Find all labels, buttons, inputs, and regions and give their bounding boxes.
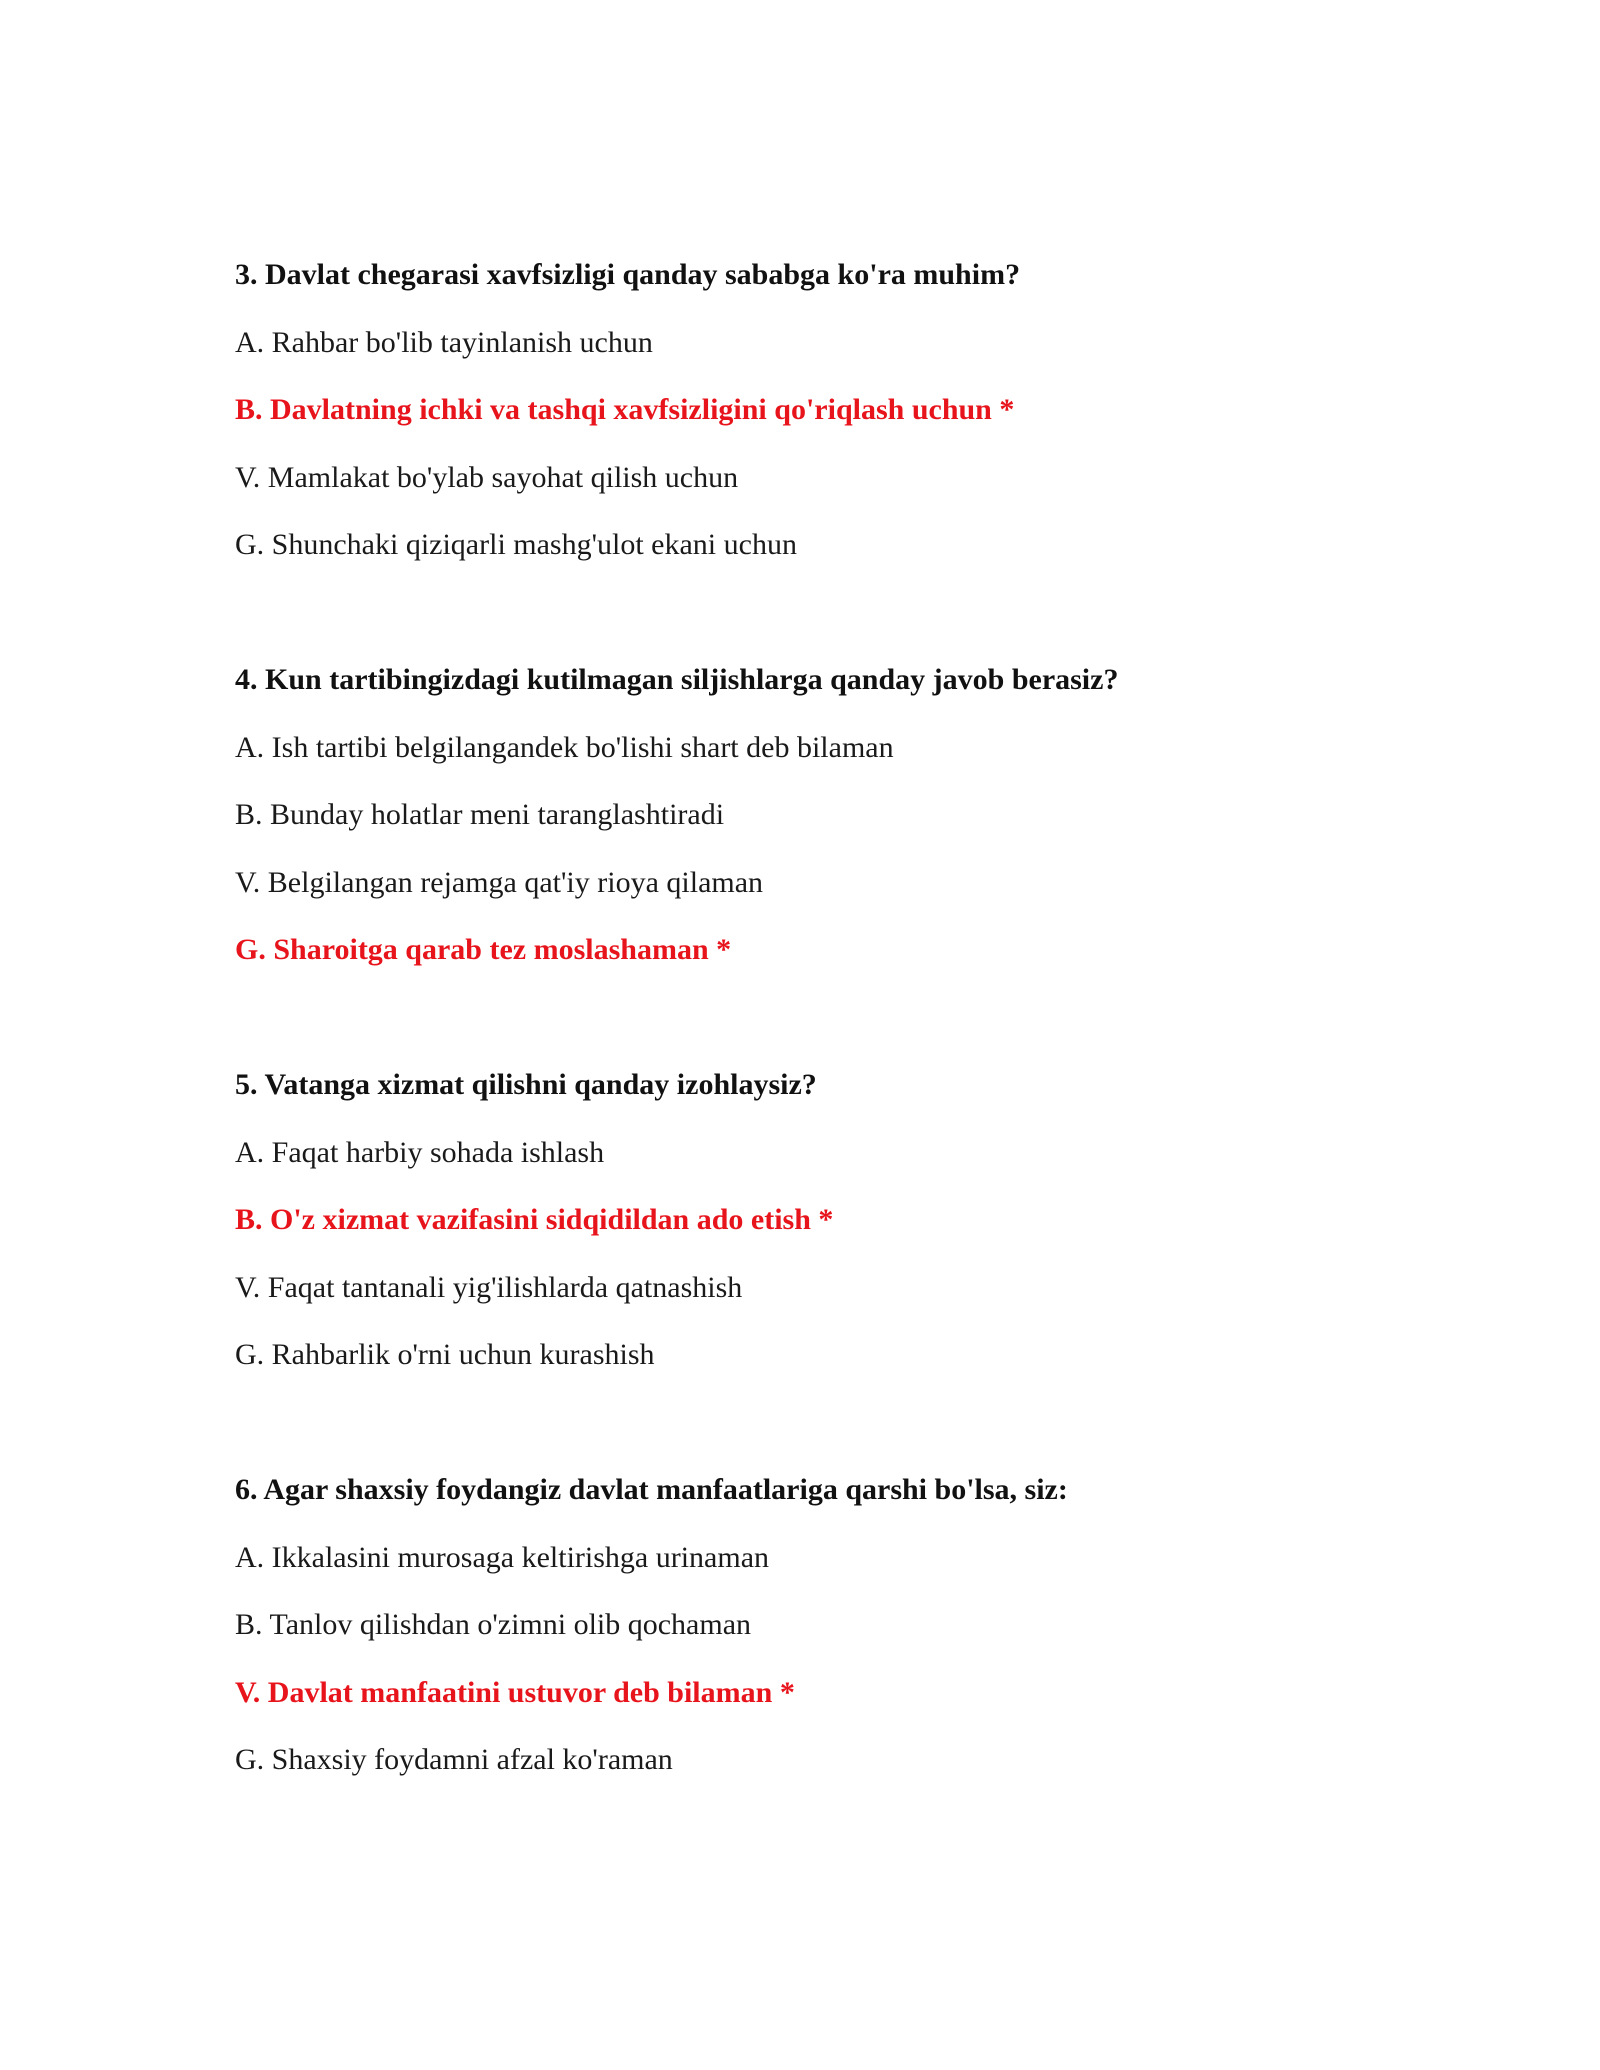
question-5-text: 5. Vatanga xizmat qilishni qanday izohlaysiz? <box>235 1068 817 1101</box>
question-5 <box>235 1067 1435 1373</box>
question-3-option-v: V. Mamlakat bo'ylab sayohat qilish uchun <box>235 460 739 494</box>
question-4-option-v: V. Belgilangan rejamga qat'iy rioya qilaman <box>235 865 764 899</box>
question-5-option-g: G. Rahbarlik o'rni uchun kurashish <box>235 1338 655 1371</box>
question-4-text: 4. Kun tartibingizdagi kutilmagan siljishlarga qanday javob berasiz? <box>235 663 1119 696</box>
question-4 <box>235 662 1435 968</box>
question-5-option-v: V. Faqat tantanali yig'ilishlarda qatnashish <box>235 1270 743 1304</box>
question-3-option-b-correct: B. Davlatning ichki va tashqi xavfsizligini qo'riqlash uchun * <box>235 393 1015 426</box>
question-5-option-a: A. Faqat harbiy sohada ishlash <box>235 1135 605 1169</box>
question-3-option-a: A. Rahbar bo'lib tayinlanish uchun <box>235 325 653 359</box>
question-3 <box>235 257 1435 563</box>
question-4-option-a: A. Ish tartibi belgilangandek bo'lishi shart deb bilaman <box>235 730 894 764</box>
question-6 <box>235 1472 1435 1778</box>
question-6-option-a: A. Ikkalasini murosaga keltirishga urinaman <box>235 1540 770 1574</box>
question-4-option-b: B. Bunday holatlar meni taranglashtiradi <box>235 798 725 831</box>
question-3-option-g: G. Shunchaki qiziqarli mashg'ulot ekani uchun <box>235 528 797 561</box>
question-6-option-b: B. Tanlov qilishdan o'zimni olib qochaman <box>235 1608 752 1641</box>
question-5-option-b-correct: B. O'z xizmat vazifasini sidqidildan ado etish * <box>235 1203 834 1236</box>
question-6-option-g: G. Shaxsiy foydamni afzal ko'raman <box>235 1743 673 1776</box>
question-6-text: 6. Agar shaxsiy foydangiz davlat manfaatlariga qarshi bo'lsa, siz: <box>235 1473 1068 1506</box>
question-4-option-g-correct: G. Sharoitga qarab tez moslashaman * <box>235 933 732 966</box>
question-6-option-v-correct: V. Davlat manfaatini ustuvor deb bilaman * <box>235 1675 795 1709</box>
question-3-text: 3. Davlat chegarasi xavfsizligi qanday sababga ko'ra muhim? <box>235 258 1021 291</box>
